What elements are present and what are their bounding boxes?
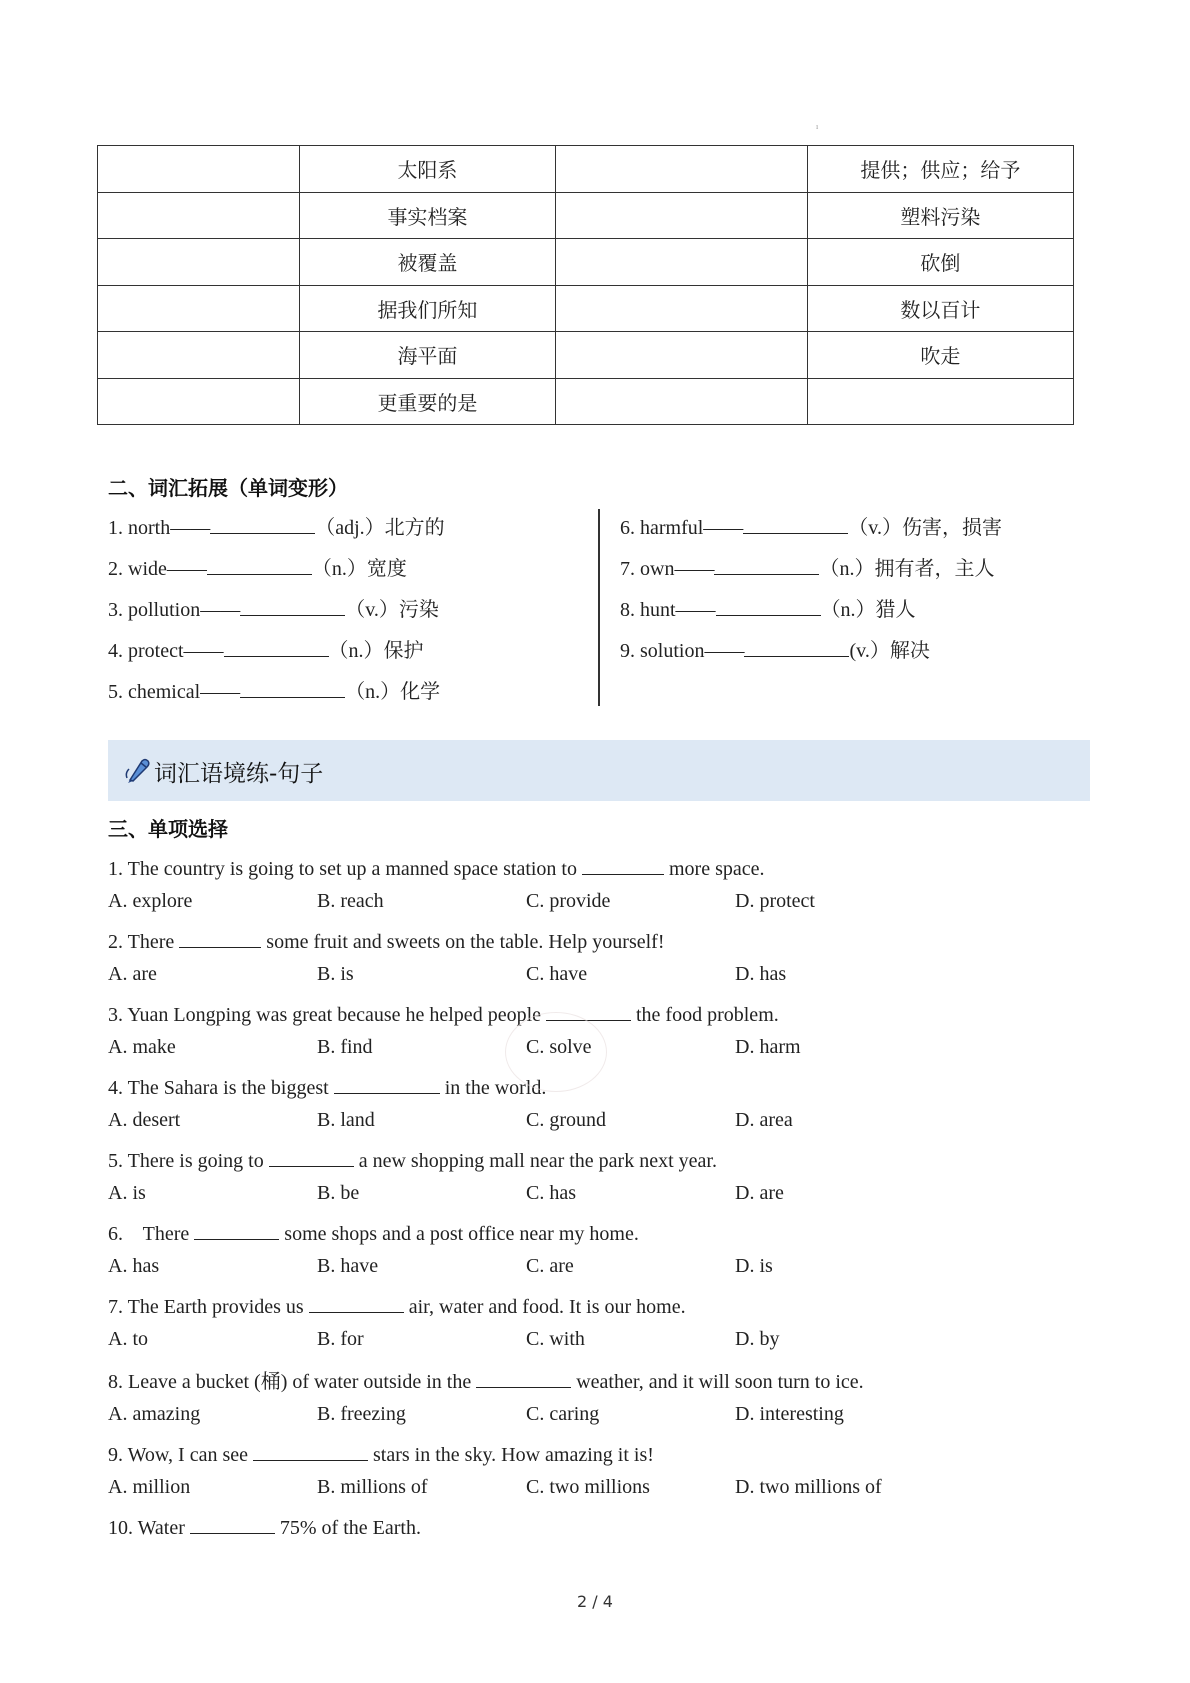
pencil-icon — [124, 756, 150, 784]
question-text-end: more space. — [663, 858, 765, 880]
question-stem — [108, 1000, 779, 1027]
answer-option[interactable]: B. for — [317, 1328, 364, 1350]
answer-blank[interactable] — [743, 513, 848, 534]
answer-blank[interactable] — [224, 636, 329, 657]
answer-option[interactable]: A. is — [108, 1182, 146, 1204]
word-form-item — [108, 552, 407, 581]
answer-option[interactable]: B. have — [317, 1255, 379, 1277]
question-text: 5. There is going to — [108, 1150, 269, 1172]
question-stem — [108, 1365, 864, 1394]
word-form-word: 2. wide—— — [108, 558, 207, 580]
vocab-prompt-cell: 据我们所知 — [300, 285, 555, 332]
section2-title: 二、词汇拓展（单词变形） — [108, 476, 348, 500]
vocab-table — [97, 145, 1074, 425]
vocab-row — [98, 332, 1074, 379]
answer-option[interactable]: D. are — [735, 1182, 784, 1204]
word-form-item — [108, 675, 440, 704]
page-number: 2 / 4 — [577, 1592, 613, 1611]
answer-blank[interactable] — [194, 1219, 279, 1240]
question-stem — [108, 1073, 546, 1100]
vocab-row — [98, 239, 1074, 286]
vocab-answer-cell[interactable] — [555, 146, 807, 193]
vocab-prompt-cell: 塑料污染 — [807, 192, 1073, 239]
word-form-item — [108, 511, 445, 540]
answer-blank[interactable] — [253, 1440, 368, 1461]
question-text-end: some fruit and sweets on the table. Help yourself! — [261, 931, 665, 953]
answer-option[interactable]: A. has — [108, 1255, 160, 1277]
word-form-item — [620, 511, 1002, 540]
answer-option[interactable]: D. area — [735, 1109, 793, 1131]
question-text: 6. There — [108, 1223, 195, 1245]
answer-blank[interactable] — [190, 1513, 275, 1534]
answer-option[interactable]: D. protect — [735, 890, 815, 912]
question-stem — [108, 1146, 717, 1173]
question-text: 1. The country is going to set up a manned space station to — [108, 858, 582, 880]
question-text: 7. The Earth provides us — [108, 1296, 309, 1318]
answer-option[interactable]: C. two millions — [526, 1476, 650, 1498]
word-form-hint: （n.）拥有者，主人 — [819, 558, 995, 580]
answer-blank[interactable] — [744, 636, 849, 657]
question-text-end: 75% of the Earth. — [274, 1517, 421, 1539]
vocab-prompt-cell — [807, 378, 1073, 425]
answer-option[interactable]: D. two millions of — [735, 1476, 882, 1498]
vocab-answer-cell[interactable] — [555, 192, 807, 239]
question-text: 9. Wow, I can see — [108, 1444, 254, 1466]
answer-option[interactable]: B. freezing — [317, 1403, 406, 1425]
word-form-word: 9. solution—— — [620, 640, 745, 662]
watermark-stamp — [505, 1012, 607, 1092]
word-form-word: 4. protect—— — [108, 640, 224, 662]
answer-option[interactable]: D. has — [735, 963, 787, 985]
question-text: 2. There — [108, 931, 180, 953]
vocab-answer-cell[interactable] — [555, 332, 807, 379]
question-text: 4. The Sahara is the biggest — [108, 1077, 334, 1099]
question-stem — [108, 1513, 421, 1540]
answer-option[interactable]: B. millions of — [317, 1476, 428, 1498]
section-banner — [108, 740, 1090, 801]
answer-option[interactable]: C. caring — [526, 1403, 600, 1425]
word-form-word: 1. north—— — [108, 517, 211, 539]
vocab-prompt-cell: 被覆盖 — [300, 239, 555, 286]
question-text-end: some shops and a post office near my home. — [279, 1223, 639, 1245]
word-form-item — [108, 593, 439, 622]
vocab-row — [98, 192, 1074, 239]
vocab-prompt-cell: 数以百计 — [807, 285, 1073, 332]
answer-blank[interactable] — [714, 554, 819, 575]
vocab-prompt-cell: 吹走 — [807, 332, 1073, 379]
vocab-answer-cell[interactable] — [555, 239, 807, 286]
answer-option[interactable]: B. find — [317, 1036, 373, 1058]
word-form-hint: (v.）解决 — [849, 640, 930, 662]
answer-blank[interactable] — [716, 595, 821, 616]
answer-option[interactable]: A. amazing — [108, 1403, 201, 1425]
answer-option[interactable]: A. explore — [108, 890, 193, 912]
vocab-answer-cell[interactable] — [555, 378, 807, 425]
word-form-hint: （v.）伤害，损害 — [848, 517, 1003, 539]
answer-blank[interactable] — [240, 677, 345, 698]
question-text-end: a new shopping mall near the park next year. — [353, 1150, 717, 1172]
vocab-answer-cell[interactable] — [98, 378, 300, 425]
vocab-answer-cell[interactable] — [98, 146, 300, 193]
vocab-prompt-cell: 砍倒 — [807, 239, 1073, 286]
answer-option[interactable]: C. has — [526, 1182, 576, 1204]
answer-option[interactable]: A. million — [108, 1476, 191, 1498]
word-form-item — [620, 593, 916, 622]
word-form-item — [108, 634, 424, 663]
question-stem — [108, 1292, 686, 1319]
word-form-hint: （adj.）北方的 — [315, 517, 445, 539]
question-stem — [108, 1440, 654, 1467]
answer-option[interactable]: D. is — [735, 1255, 773, 1277]
answer-option[interactable]: B. reach — [317, 890, 384, 912]
vocab-prompt-cell: 海平面 — [300, 332, 555, 379]
answer-blank[interactable] — [207, 554, 312, 575]
question-text-end: air, water and food. It is our home. — [403, 1296, 686, 1318]
answer-option[interactable]: B. is — [317, 963, 354, 985]
banner-title: 词汇语境练-句子 — [154, 761, 324, 787]
answer-option[interactable]: A. make — [108, 1036, 176, 1058]
question-text-end: the food problem. — [631, 1004, 779, 1026]
word-form-word: 8. hunt—— — [620, 599, 716, 621]
answer-option[interactable]: B. be — [317, 1182, 360, 1204]
vocab-answer-cell[interactable] — [98, 239, 300, 286]
answer-option[interactable]: D. by — [735, 1328, 780, 1350]
vocab-row — [98, 146, 1074, 193]
vocab-row — [98, 285, 1074, 332]
word-form-word: 6. harmful—— — [620, 517, 744, 539]
section3-title: 三、单项选择 — [108, 817, 228, 841]
answer-option[interactable]: C. have — [526, 963, 588, 985]
question-text-end: in the world. — [439, 1077, 547, 1099]
answer-option[interactable]: C. provide — [526, 890, 611, 912]
answer-option[interactable]: A. desert — [108, 1109, 181, 1131]
answer-blank[interactable] — [240, 595, 345, 616]
vocab-prompt-cell: 提供；供应；给予 — [807, 146, 1073, 193]
header-mark: ı — [816, 122, 819, 131]
vocab-row — [98, 378, 1074, 425]
answer-blank[interactable] — [582, 854, 664, 875]
answer-option[interactable]: C. are — [526, 1255, 574, 1277]
word-form-word: 3. pollution—— — [108, 599, 241, 621]
question-stem — [108, 927, 665, 954]
question-stem — [108, 854, 765, 881]
answer-option[interactable]: D. harm — [735, 1036, 801, 1058]
question-text-end: stars in the sky. How amazing it is! — [368, 1444, 654, 1466]
vocab-prompt-cell: 太阳系 — [300, 146, 555, 193]
word-form-hint: （n.）宽度 — [311, 558, 407, 580]
answer-blank[interactable] — [269, 1146, 354, 1167]
answer-blank[interactable] — [476, 1367, 571, 1388]
question-text: 3. Yuan Longping was great because he helped people — [108, 1004, 546, 1026]
answer-option[interactable]: D. interesting — [735, 1403, 844, 1425]
vocab-answer-cell[interactable] — [98, 332, 300, 379]
answer-option[interactable]: B. land — [317, 1109, 375, 1131]
vocab-prompt-cell: 事实档案 — [300, 192, 555, 239]
word-form-item — [620, 634, 930, 663]
answer-option[interactable]: A. are — [108, 963, 157, 985]
word-form-hint: （n.）保护 — [328, 640, 424, 662]
answer-blank[interactable] — [309, 1292, 404, 1313]
question-stem — [108, 1219, 639, 1246]
answer-blank[interactable] — [334, 1073, 440, 1094]
word-form-item — [620, 552, 994, 581]
word-form-hint: （n.）化学 — [345, 681, 441, 703]
word-form-word: 7. own—— — [620, 558, 715, 580]
word-form-hint: （n.）猎人 — [820, 599, 916, 621]
vocab-answer-cell[interactable] — [98, 285, 300, 332]
answer-option[interactable]: C. with — [526, 1328, 585, 1350]
answer-option[interactable]: A. to — [108, 1328, 148, 1350]
answer-option[interactable]: C. solve — [526, 1036, 592, 1058]
word-form-hint: （v.）污染 — [345, 599, 439, 621]
question-text: 8. Leave a bucket (桶) of water outside in the — [108, 1371, 477, 1393]
column-divider — [598, 509, 600, 706]
word-form-word: 5. chemical—— — [108, 681, 241, 703]
question-text: 10. Water — [108, 1517, 190, 1539]
vocab-answer-cell[interactable] — [98, 192, 300, 239]
question-text-end: weather, and it will soon turn to ice. — [571, 1371, 864, 1393]
answer-blank[interactable] — [179, 927, 261, 948]
answer-blank[interactable] — [210, 513, 315, 534]
answer-option[interactable]: C. ground — [526, 1109, 606, 1131]
vocab-answer-cell[interactable] — [555, 285, 807, 332]
vocab-prompt-cell: 更重要的是 — [300, 378, 555, 425]
